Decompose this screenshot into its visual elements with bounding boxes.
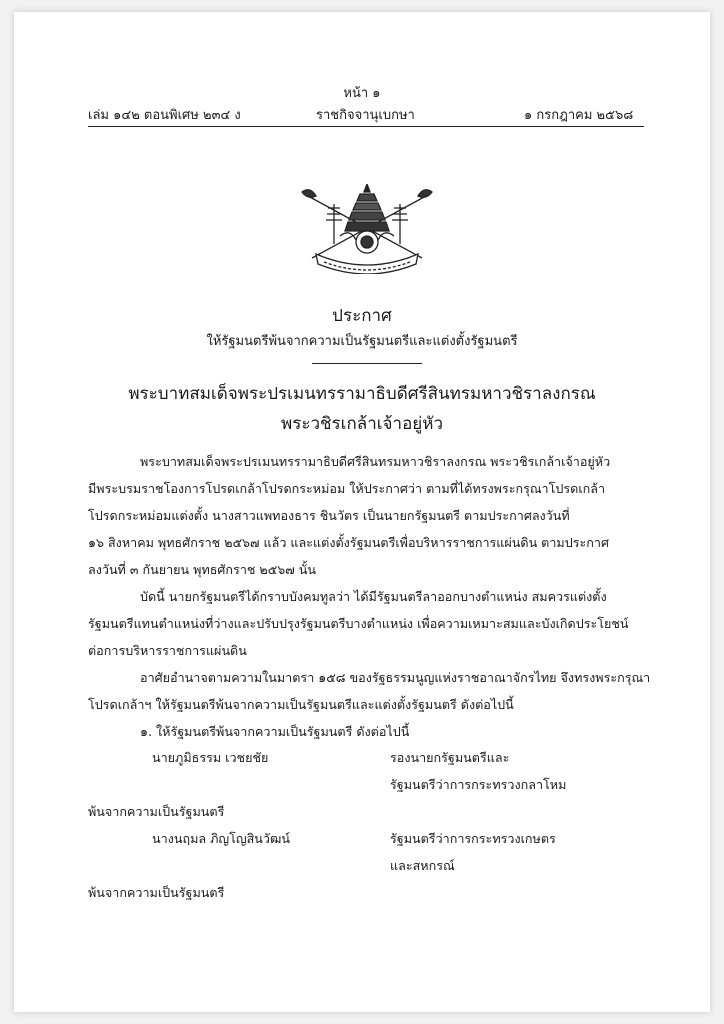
gazette-page [14, 12, 710, 1012]
paragraph-2-line-3: ต่อการบริหารราชการแผ่นดิน [88, 643, 247, 658]
paragraph-2-line-1: บัดนี้ นายกรัฐมนตรีได้กราบบังคมทูลว่า ได้มีรัฐมนตรีลาออกบางตำแหน่ง สมควรแต่งตั้ง [140, 589, 607, 604]
minister-1-result: พ้นจากความเป็นรัฐมนตรี [88, 804, 225, 819]
paragraph-1-line-1: พระบาทสมเด็จพระปรเมนทรรามาธิบดีศรีสินทรมหาวชิราลงกรณ พระวชิรเกล้าเจ้าอยู่หัว [140, 454, 611, 469]
royal-garuda-emblem-icon [294, 184, 440, 274]
paragraph-1-line-4: ๑๖ สิงหาคม พุทธศักราช ๒๕๖๗ แล้ว และแต่งตั้งรัฐมนตรีเพื่อบริหารราชการแผ่นดิน ตามประกาศ [88, 535, 609, 550]
minister-2-position-line-1: รัฐมนตรีว่าการกระทรวงเกษตร [390, 831, 556, 846]
item-1-heading: ๑. ให้รัฐมนตรีพ้นจากความเป็นรัฐมนตรี ดังต่อไปนี้ [140, 724, 410, 739]
paragraph-1-line-2: มีพระบรมราชโองการโปรดเกล้าโปรดกระหม่อม ให้ประกาศว่า ตามที่ได้ทรงพระกรุณาโปรดเกล้า [88, 481, 606, 496]
king-name-line-2: พระวชิรเกล้าเจ้าอยู่หัว [281, 414, 443, 434]
page-number: หน้า ๑ [343, 86, 381, 101]
paragraph-1-line-5: ลงวันที่ ๓ กันยายน พุทธศักราช ๒๕๖๗ นั้น [88, 562, 316, 577]
king-name-line-1: พระบาทสมเด็จพระปรเมนทรรามาธิบดีศรีสินทรมหาวชิราลงกรณ [128, 384, 596, 404]
announcement-subtitle: ให้รัฐมนตรีพ้นจากความเป็นรัฐมนตรีและแต่งตั้งรัฐมนตรี [206, 334, 518, 349]
minister-2-result: พ้นจากความเป็นรัฐมนตรี [88, 885, 225, 900]
title-underline [312, 363, 422, 364]
minister-2-position-line-2: และสหกรณ์ [390, 858, 455, 873]
paragraph-3-line-2: โปรดเกล้าฯ ให้รัฐมนตรีพ้นจากความเป็นรัฐมนตรีและแต่งตั้งรัฐมนตรี ดังต่อไปนี้ [88, 697, 514, 712]
paragraph-3-line-1: อาศัยอำนาจตามความในมาตรา ๑๕๘ ของรัฐธรรมนูญแห่งราชอาณาจักรไทย จึงทรงพระกรุณา [140, 670, 651, 685]
gazette-date: ๑ กรกฎาคม ๒๕๖๘ [524, 108, 634, 123]
gazette-name: ราชกิจจานุเบกษา [316, 108, 415, 123]
announcement-title: ประกาศ [332, 306, 392, 326]
minister-1-position-line-2: รัฐมนตรีว่าการกระทรวงกลาโหม [390, 777, 567, 792]
minister-1-position-line-1: รองนายกรัฐมนตรีและ [390, 750, 510, 765]
paragraph-2-line-2: รัฐมนตรีแทนตำแหน่งที่ว่างและปรับปรุงรัฐมนตรีบางตำแหน่ง เพื่อความเหมาะสมและบังเกิดประโยชน์ [88, 616, 629, 631]
minister-1-name: นายภูมิธรรม เวชยชัย [152, 750, 269, 765]
gazette-volume: เล่ม ๑๔๒ ตอนพิเศษ ๒๓๔ ง [88, 108, 241, 123]
minister-2-name: นางนฤมล ภิญโญสินวัฒน์ [152, 831, 290, 846]
header-rule [88, 126, 644, 127]
paragraph-1-line-3: โปรดกระหม่อมแต่งตั้ง นางสาวแพทองธาร ชินวัตร เป็นนายกรัฐมนตรี ตามประกาศลงวันที่ [88, 508, 570, 523]
